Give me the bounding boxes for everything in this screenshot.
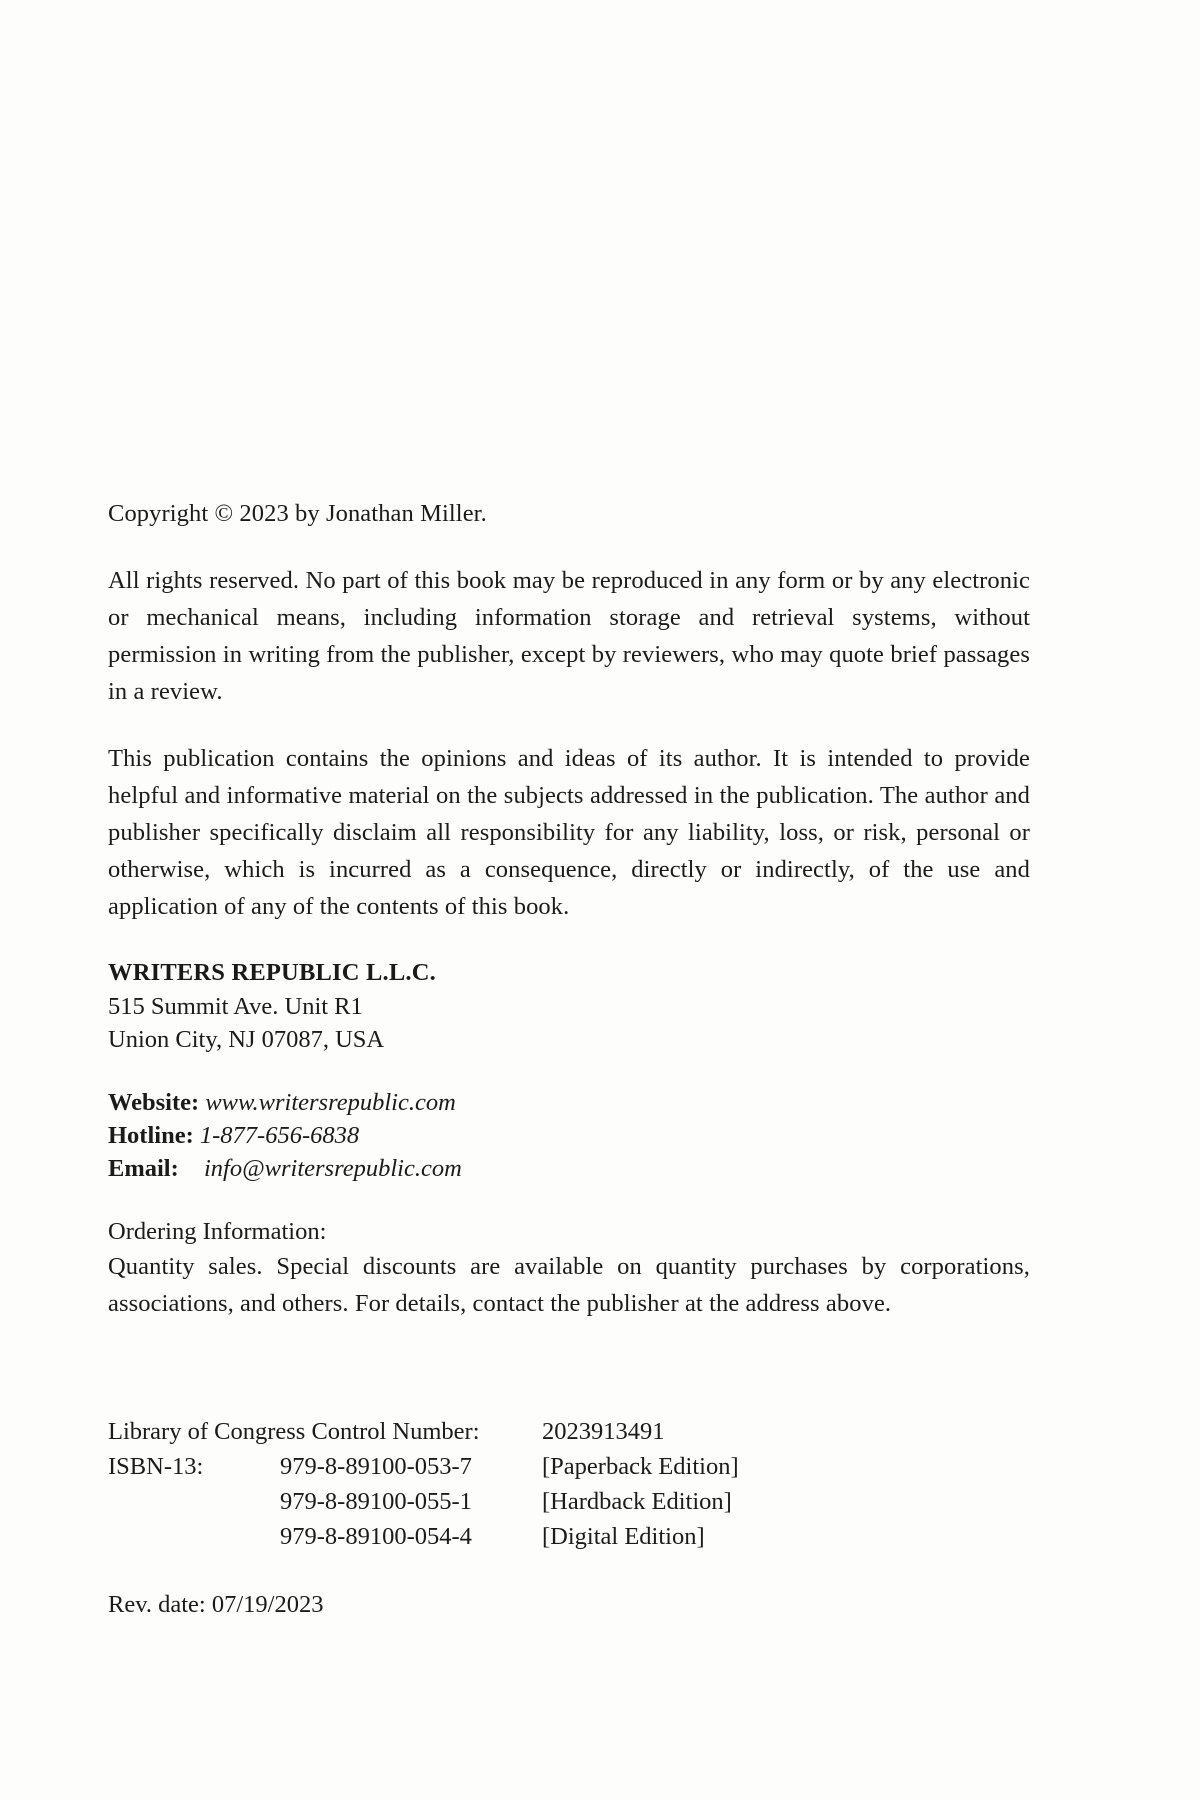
publisher-address-line-1: 515 Summit Ave. Unit R1 <box>108 993 363 1020</box>
ordering-information-block <box>108 1215 1030 1322</box>
table-row-lccn <box>108 1414 739 1449</box>
email-label: Email: <box>108 1155 179 1182</box>
isbn-label-empty <box>108 1484 280 1519</box>
lccn-value: 2023913491 <box>542 1418 665 1445</box>
isbn-label-empty <box>108 1519 280 1554</box>
ordering-information-text: Quantity sales. Special discounts are available on quantity purchases by corporations, associations, and others. For details, contact the publisher at the address above. <box>108 1253 1030 1317</box>
copyright-notice: Copyright © 2023 by Jonathan Miller. <box>108 500 487 527</box>
table-row-isbn-paperback <box>108 1449 739 1484</box>
website-label: Website: <box>108 1089 200 1116</box>
isbn-label: ISBN-13: <box>108 1453 204 1480</box>
email-line <box>108 1152 1030 1185</box>
website-value[interactable]: www.writersrepublic.com <box>205 1089 456 1116</box>
table-row-isbn-hardback <box>108 1484 739 1519</box>
isbn-number: 979-8-89100-054-4 <box>280 1523 472 1550</box>
page-content <box>108 495 1030 1621</box>
contact-block <box>108 1086 1030 1185</box>
publisher-name: WRITERS REPUBLIC L.L.C. <box>108 959 436 986</box>
ordering-information-heading: Ordering Information: <box>108 1218 327 1245</box>
identifiers-table <box>108 1414 739 1554</box>
email-value[interactable]: info@writersrepublic.com <box>204 1155 462 1182</box>
hotline-label: Hotline: <box>108 1122 194 1149</box>
hotline-line <box>108 1119 1030 1152</box>
isbn-number: 979-8-89100-053-7 <box>280 1453 472 1480</box>
hotline-value[interactable]: 1-877-656-6838 <box>199 1122 360 1149</box>
publisher-address-line-2: Union City, NJ 07087, USA <box>108 1026 385 1053</box>
publisher-block <box>108 955 1030 1056</box>
lccn-label: Library of Congress Control Number: <box>108 1418 480 1445</box>
disclaimer-paragraph: This publication contains the opinions and ideas of its author. It is intended to provide helpful and informative material on the subjects addressed in the publication. The author and publisher specifically disclaim all responsibility for any liability, loss, or risk, personal or otherwise, which is incurred as a consequence, directly or indirectly, of the use and application of any of the contents of this book. <box>108 745 1030 920</box>
table-row-isbn-digital <box>108 1519 739 1554</box>
revision-spacer <box>108 1554 1030 1588</box>
all-rights-reserved-paragraph: All rights reserved. No part of this book may be reproduced in any form or by any electronic or mechanical means, including information storage and retrieval systems, without permission in writing from the publisher, except by reviewers, who may quote brief passages in a review. <box>108 567 1030 705</box>
isbn-edition: [Digital Edition] <box>542 1523 705 1550</box>
identifiers-spacer <box>108 1352 1030 1414</box>
website-line <box>108 1086 1030 1119</box>
revision-date: Rev. date: 07/19/2023 <box>108 1591 324 1618</box>
isbn-edition: [Hardback Edition] <box>542 1488 732 1515</box>
isbn-edition: [Paperback Edition] <box>542 1453 739 1480</box>
isbn-number: 979-8-89100-055-1 <box>280 1488 472 1515</box>
